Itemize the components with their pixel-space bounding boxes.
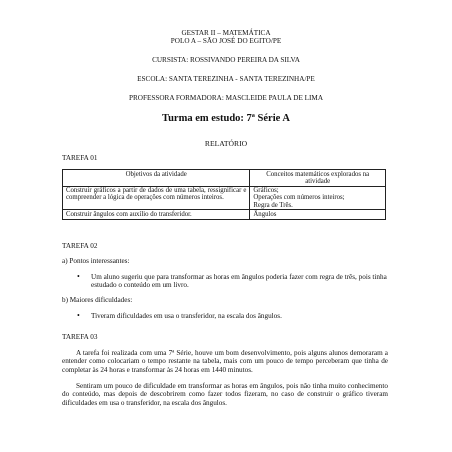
concept-item: Regra de Três. [253, 201, 293, 209]
table-header-row [63, 170, 386, 187]
task3-heading: TAREFA 03 [62, 333, 98, 341]
header-teacher: PROFESSORA FORMADORA: MASCLEIDE PAULA DE LIMA [128, 94, 324, 102]
report-heading: RELATÓRIO [204, 139, 248, 148]
bullet-item [77, 311, 391, 320]
concept-item: Ângulos [253, 210, 277, 218]
page-title: Turma em estudo: 7ª Série A [162, 113, 290, 124]
concepts-cell [250, 210, 386, 219]
task2-section-a: a) Pontos interessantes: [62, 257, 130, 265]
objective-cell: Construir gráficos a partir de dados de uma tabela, ressignificar e compreender a lógica de operações com números inteiros. [63, 186, 250, 210]
task2-section-b: b) Maiores dificuldades: [62, 296, 133, 304]
concept-item: Operações com números inteiros; [253, 194, 345, 202]
task1-heading: TAREFA 01 [62, 154, 98, 162]
task3-paragraph-2: Sentiram um pouco de dificuldade em transformar as horas em ângulos, pois não tinha muito conhecimento do conteúdo, mas depois de descobrirem como fazer todos fizeram, no caso de construir o gráfico tiveram dificuldades em usa o transferidor, na escala dos ângulos. [62, 382, 388, 407]
header-school: ESCOLA: SANTA TEREZINHA - SANTA TEREZINHA/PE [137, 75, 315, 83]
bullet-item [77, 272, 391, 290]
bullet-icon: • [77, 311, 80, 320]
objective-cell: Construir ângulos com auxílio do transferidor. [63, 210, 250, 219]
task2-heading: TAREFA 02 [62, 242, 98, 250]
table-row [63, 186, 386, 210]
bullet-icon: • [77, 272, 80, 281]
table-row [63, 210, 386, 219]
objectives-table [62, 169, 386, 220]
concept-item: Gráficos; [253, 187, 279, 195]
header-subject: GESTAR II – MATEMÁTICA [181, 29, 271, 37]
header-course-student: CURSISTA: ROSSIVANDO PEREIRA DA SILVA [152, 56, 300, 64]
concepts-cell [250, 186, 386, 210]
column-header-objectives: Objetivos da atividade [63, 170, 250, 187]
header-location: POLO A – SÃO JOSÉ DO EGITO/PE [170, 37, 282, 45]
bullet-text: Um aluno sugeriu que para transformar as horas em ângulos poderia fazer com regra de três, pois tinha estudado o conteúdo em um livro. [91, 273, 387, 290]
column-header-concepts: Conceitos matemáticos explorados na atividade [250, 170, 386, 187]
task3-paragraph-1: A tarefa foi realizada com uma 7ª Série, houve um bom desenvolvimento, pois alguns alunos demoraram a entender como colocariam o tempo restante na tabela, mais com um pouco de tempo perceberam que tinha de completar às 24 horas e transformar às 24 horas em 1440 minutos. [62, 349, 388, 374]
bullet-text: Tiveram dificuldades em usa o transferidor, na escala dos ângulos. [91, 312, 282, 320]
